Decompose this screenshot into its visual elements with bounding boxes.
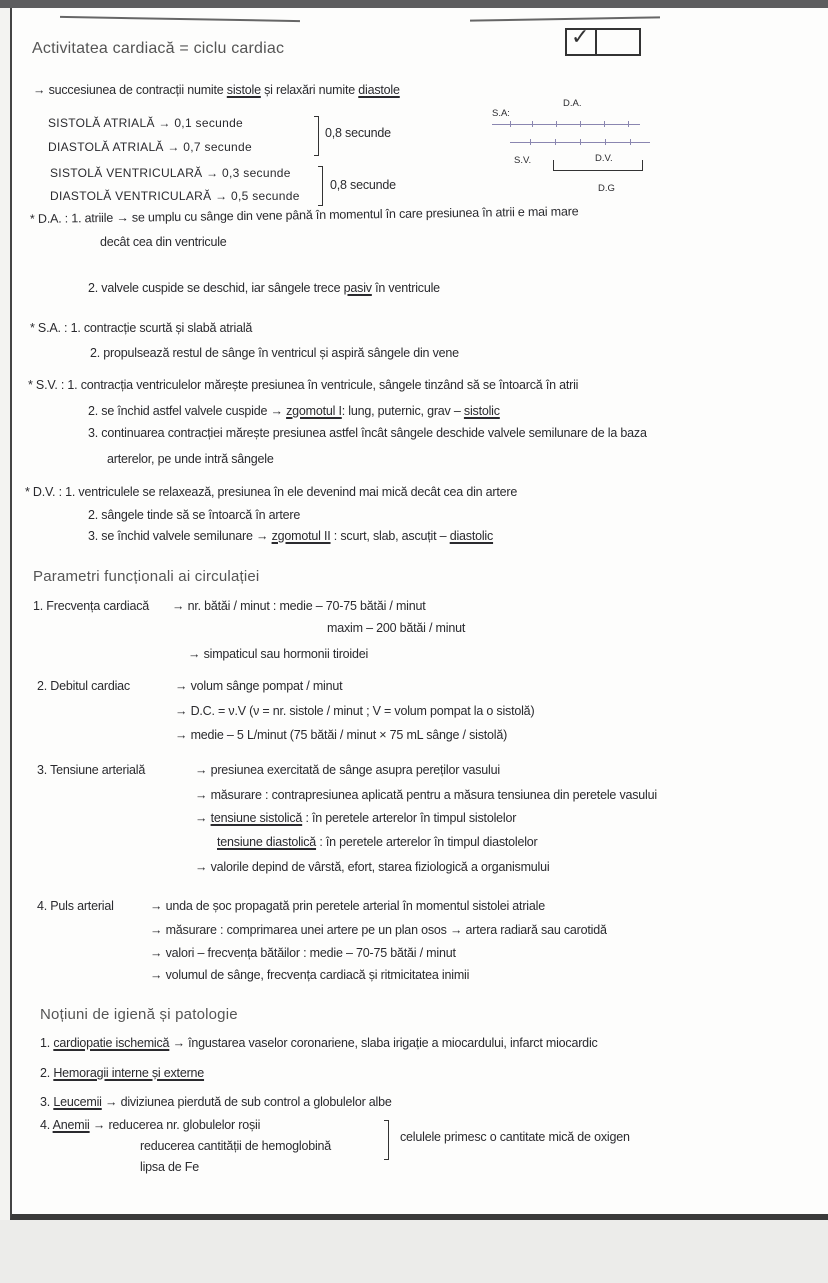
text: : în peretele arterelor în timpul sistolelor: [302, 811, 517, 825]
checkbox-stamp: [565, 24, 641, 56]
term: sistolic: [463, 404, 500, 418]
background-surface: [0, 1220, 828, 1283]
ta-line-2: → măsurare : contrapresiunea aplicată pentru a măsura tensiunea din peretele vasului: [195, 788, 657, 802]
page-title: Activitatea cardiacă = ciclu cardiac: [32, 40, 285, 57]
text: 3. se închid valvele semilunare →: [88, 529, 272, 543]
dc-label: 2. Debitul cardiac: [37, 679, 130, 693]
check-icon: ✓: [571, 24, 590, 49]
pa-line-4: → volumul de sânge, frecvența cardiacă și ritmicitatea inimii: [150, 968, 470, 982]
sv-line-3: 3. continuarea contracției mărește presiunea astfel încât sângele deschide valvele semilunare de la baza: [88, 426, 647, 440]
section-heading: Noțiuni de igienă și patologie: [40, 1006, 238, 1023]
text: : lung, puternic, grav –: [341, 404, 464, 418]
dc-line-3: → medie – 5 L/minut (75 bătăi / minut × 75 mL sânge / sistolă): [175, 728, 508, 742]
pa-line-2: → măsurare : comprimarea unei artere pe un plan osos → artera radiară sau carotidă: [150, 923, 607, 937]
hygiene-item-4: [40, 1118, 260, 1132]
sv-line-1: * S.V. : 1. contracția ventriculelor mărește presiunea în ventricule, sângele tinzând să se întoarcă în atrii: [28, 378, 579, 392]
diagram-label-dv: D.V.: [595, 153, 613, 164]
text: : scurt, slab, ascuțit –: [330, 529, 450, 543]
tick: [510, 121, 511, 127]
text: 2. se închid astfel valvele cuspide →: [88, 404, 287, 418]
phase-sa: SISTOLĂ ATRIALĂ → 0,1 secunde: [48, 116, 244, 130]
diagram-bracket: [553, 160, 643, 171]
brace: [318, 166, 323, 206]
tick: [604, 121, 605, 127]
tick: [532, 121, 533, 127]
text: : în peretele arterelor în timpul diastolelor: [316, 835, 538, 849]
tick: [555, 139, 556, 145]
term: tensiune diastolică: [217, 835, 317, 849]
pa-line-1: → unda de șoc propagată prin peretele arterial în momentul sistolei atriale: [150, 899, 545, 913]
fc-label: 1. Frecvența cardiacă: [33, 599, 149, 613]
diagram-label-da: D.A.: [563, 98, 582, 109]
phase-dv: DIASTOLĂ VENTRICULARĂ → 0,5 secunde: [50, 189, 300, 203]
text: → succesiunea de contracții numite: [33, 83, 227, 97]
fc-line-1: → nr. bătăi / minut : medie – 70-75 bătăi / minut: [172, 599, 426, 613]
dc-line-1: → volum sânge pompat / minut: [175, 679, 343, 693]
dv-line-3: [88, 529, 493, 543]
phase-da: DIASTOLĂ ATRIALĂ → 0,7 secunde: [48, 140, 252, 154]
text: → diviziunea pierdută de sub control a globulelor albe: [101, 1095, 392, 1109]
section-heading: Parametri funcționali ai circulației: [33, 568, 260, 585]
dv-line-2: 2. sângele tinde să se întoarcă în artere: [88, 508, 301, 522]
ta-label: 3. Tensiune arterială: [37, 763, 146, 777]
intro-line: [33, 83, 400, 97]
brace: [314, 116, 319, 156]
dc-line-2: → D.C. = ν.V (ν = nr. sistole / minut ; V = volum pompat la o sistolă): [175, 704, 535, 718]
text: → îngustarea vaselor coronariene, slaba irigație a miocardului, infarct miocardic: [169, 1036, 598, 1050]
text: → reducerea nr. globulelor roșii: [89, 1118, 261, 1132]
sa-line-2: 2. propulsează restul de sânge în ventricul și aspiră sângele din vene: [90, 346, 459, 360]
fc-line-2: maxim – 200 bătăi / minut: [327, 621, 466, 635]
ta-line-4: [217, 835, 538, 849]
text: 3.: [40, 1095, 54, 1109]
pa-label: 4. Puls arterial: [37, 899, 114, 913]
ta-line-3: → tensiune sistolică : în peretele arterelor în timpul sistolelor: [195, 811, 517, 825]
sv-line-2: [88, 404, 500, 418]
da-line-1b: decât cea din ventricule: [100, 235, 227, 249]
hygiene-item-4b: reducerea cantității de hemoglobină: [140, 1139, 332, 1153]
sa-line-1: * S.A. : 1. contracție scurtă și slabă atrială: [30, 321, 253, 335]
da-line-1: * D.A. : 1. atriile → se umplu cu sânge din vene până în momentul în care presiunea în atrii e mai mare: [29, 204, 579, 226]
brace: [384, 1120, 389, 1160]
ta-line-1: → presiunea exercitată de sânge asupra pereților vasului: [195, 763, 500, 777]
da-line-2: [88, 281, 440, 295]
tick: [630, 139, 631, 145]
hygiene-item-4c: lipsa de Fe: [140, 1160, 199, 1174]
term: zgomotul I: [286, 404, 342, 418]
term: tensiune sistolică: [210, 811, 303, 825]
term-sistole: sistole: [226, 83, 261, 97]
tick: [530, 139, 531, 145]
term: cardiopatie ischemică: [53, 1036, 170, 1050]
tick: [580, 121, 581, 127]
hygiene-item-1: [40, 1036, 598, 1050]
phase-sv: SISTOLĂ VENTRICULARĂ → 0,3 secunde: [50, 166, 291, 180]
tick: [605, 139, 606, 145]
text: 2. valvele cuspide se deschid, iar sângele trece: [88, 281, 344, 295]
diagram-label-dg: D.G: [598, 183, 615, 194]
text: 1.: [40, 1036, 54, 1050]
text: în ventricule: [371, 281, 440, 295]
tick: [556, 121, 557, 127]
hygiene-item-3: [40, 1095, 392, 1109]
text: 4.: [40, 1118, 53, 1132]
term: diastolic: [449, 529, 494, 543]
sv-line-3b: arterelor, pe unde intră sângele: [107, 452, 274, 466]
ventricular-total: 0,8 secunde: [330, 178, 396, 192]
hygiene-item-4-result: celulele primesc o cantitate mică de oxigen: [400, 1130, 630, 1144]
hygiene-item-2: [40, 1066, 204, 1080]
term: pasiv: [343, 281, 372, 295]
text: și relaxări numite: [260, 83, 359, 97]
tick: [628, 121, 629, 127]
term-diastole: diastole: [358, 83, 400, 97]
ta-line-5: → valorile depind de vârstă, efort, starea fiziologică a organismului: [195, 860, 550, 874]
diagram-label-sa: S.A:: [492, 108, 510, 119]
atrial-total: 0,8 secunde: [325, 126, 391, 140]
term: zgomotul II: [271, 529, 331, 543]
diagram-label-sv: S.V.: [514, 155, 532, 166]
tick: [580, 139, 581, 145]
pa-line-3: → valori – frecvența bătăilor : medie – 70-75 bătăi / minut: [150, 946, 456, 960]
top-edge: [0, 0, 828, 8]
term: Hemoragii interne și externe: [53, 1066, 205, 1080]
term: Leucemii: [53, 1095, 102, 1109]
fc-line-3: → simpaticul sau hormonii tiroidei: [188, 647, 369, 661]
term: Anemii: [52, 1118, 90, 1132]
dv-line-1: * D.V. : 1. ventriculele se relaxează, presiunea în ele devenind mai mică decât cea din artere: [25, 485, 518, 499]
atrial-timeline: [492, 124, 640, 125]
text: 2.: [40, 1066, 54, 1080]
